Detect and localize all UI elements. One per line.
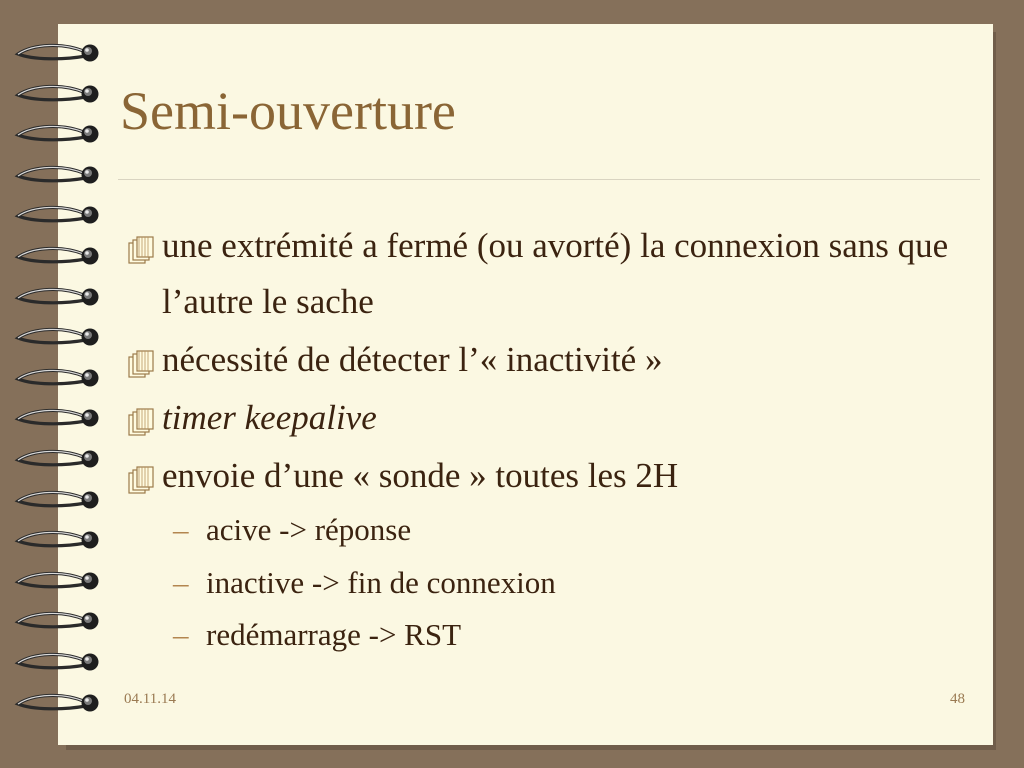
binding-ring-icon <box>8 282 102 312</box>
notepad-bullet-icon <box>126 464 158 496</box>
binding-ring-icon <box>8 363 102 393</box>
binding-ring-icon <box>8 38 102 68</box>
binding-ring-icon <box>8 647 102 677</box>
notepad-bullet-icon <box>126 348 158 380</box>
sub-bullet-item <box>118 557 978 610</box>
bullet-text: envoie d’une « sonde » toutes les 2H <box>162 456 679 495</box>
bullet-text: nécessité de détecter l’« inactivité » <box>162 340 663 379</box>
notepad-bullet-icon <box>126 234 158 266</box>
slide-title: Semi-ouverture <box>120 81 456 141</box>
sub-bullet-item <box>118 504 978 557</box>
dash-marker: – <box>173 564 189 600</box>
binding-ring-icon <box>8 241 102 271</box>
bullet-item <box>118 390 978 446</box>
sub-bullet-item <box>118 609 978 662</box>
sub-bullet-text: redémarrage -> RST <box>206 617 462 653</box>
bullet-text: une extrémité a fermé (ou avorté) la connexion sans que l’autre le sache <box>162 226 949 321</box>
bullet-item <box>118 448 978 504</box>
footer-date: 04.11.14 <box>124 691 176 707</box>
title-divider <box>118 179 980 180</box>
binding-ring-icon <box>8 525 102 555</box>
bullet-item <box>118 332 978 388</box>
sub-bullet-text: inactive -> fin de connexion <box>206 564 556 600</box>
binding-ring-icon <box>8 119 102 149</box>
notepad-bullet-icon <box>126 406 158 438</box>
binding-ring-icon <box>8 606 102 636</box>
sub-bullet-text: acive -> réponse <box>206 512 412 547</box>
binding-ring-icon <box>8 200 102 230</box>
dash-marker: – <box>173 617 189 653</box>
bullet-text: timer keepalive <box>162 398 377 437</box>
binding-ring-icon <box>8 485 102 515</box>
binding-ring-icon <box>8 566 102 596</box>
bullet-list <box>118 218 978 662</box>
binding-ring-icon <box>8 79 102 109</box>
binding-ring-icon <box>8 160 102 190</box>
dash-marker: – <box>173 512 189 547</box>
binding-ring-icon <box>8 403 102 433</box>
binding-ring-icon <box>8 322 102 352</box>
binding-ring-icon <box>8 688 102 718</box>
slide-number: 48 <box>950 691 965 707</box>
binding-ring-icon <box>8 444 102 474</box>
bullet-item <box>118 218 978 330</box>
